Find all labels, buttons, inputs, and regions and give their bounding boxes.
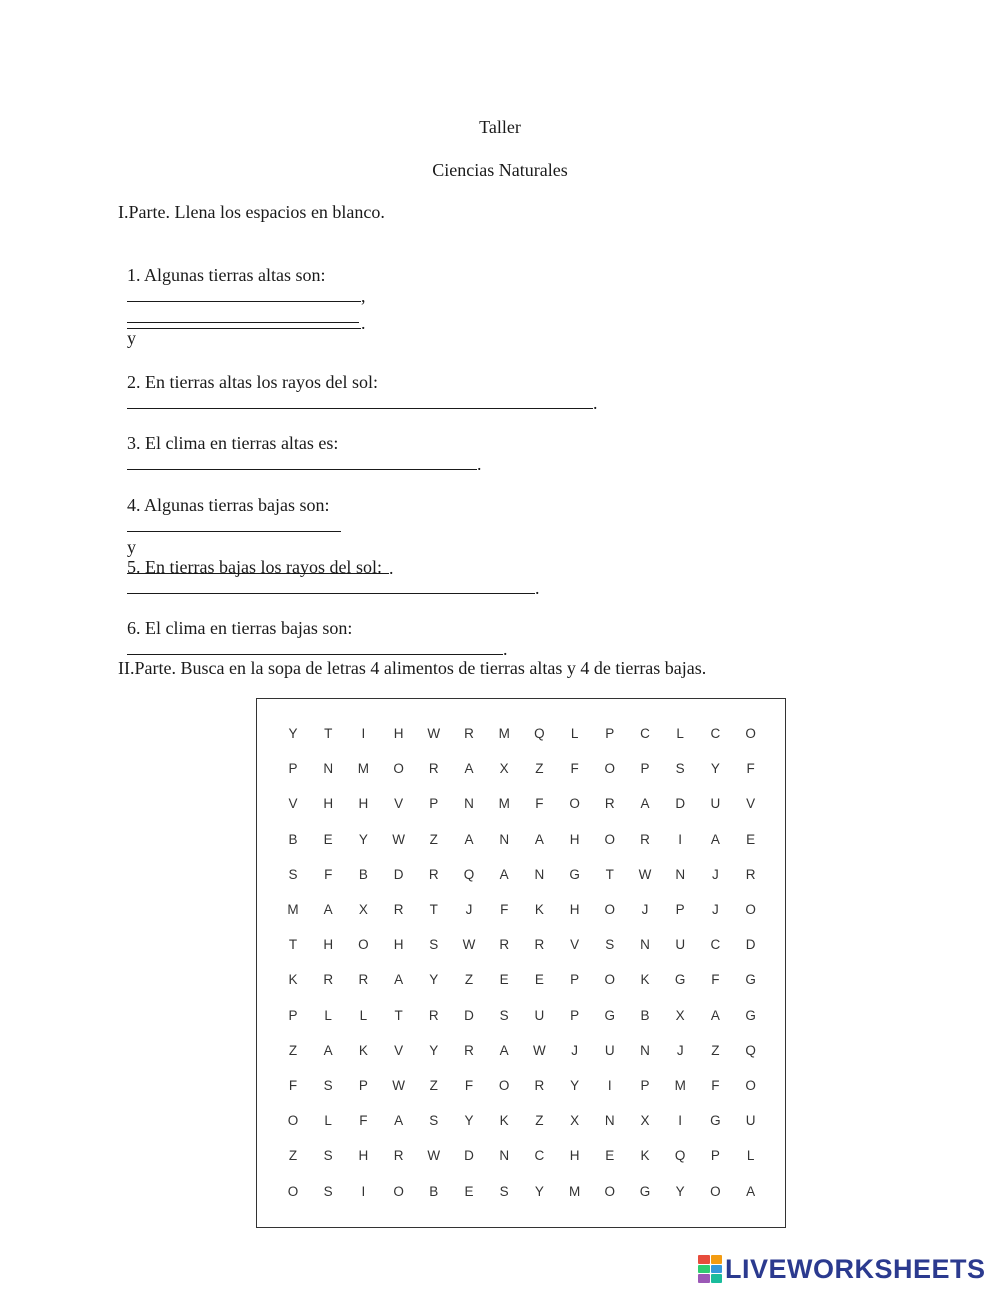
grid-letter[interactable]: G <box>745 1007 756 1023</box>
grid-letter[interactable]: Z <box>464 972 474 988</box>
grid-letter[interactable]: H <box>569 902 580 917</box>
grid-letter[interactable]: B <box>429 1183 439 1199</box>
grid-letter[interactable]: R <box>393 902 404 917</box>
grid-letter[interactable]: O <box>287 1183 299 1199</box>
grid-letter[interactable]: G <box>604 1007 616 1023</box>
grid-letter[interactable]: P <box>570 1007 580 1023</box>
grid-letter[interactable]: Y <box>288 726 298 741</box>
grid-letter[interactable]: O <box>569 796 580 812</box>
grid-letter[interactable]: I <box>678 831 683 847</box>
grid-letter[interactable]: U <box>745 1113 756 1129</box>
grid-letter[interactable]: S <box>429 1113 439 1129</box>
period: . <box>361 313 366 333</box>
grid-letter[interactable]: X <box>640 1113 650 1129</box>
grid-letter[interactable]: Q <box>463 866 475 882</box>
grid-letter[interactable]: X <box>358 902 368 917</box>
grid-letter[interactable]: U <box>604 1042 615 1058</box>
grid-letter[interactable]: G <box>745 972 756 988</box>
grid-letter[interactable]: V <box>394 1042 404 1058</box>
period: . <box>593 393 598 413</box>
grid-letter[interactable]: Y <box>358 831 368 847</box>
grid-letter[interactable]: O <box>393 1183 404 1199</box>
grid-letter[interactable]: Z <box>429 1078 438 1093</box>
question-5-text: 5. En tierras bajas los rayos del sol: <box>127 557 382 577</box>
grid-letter[interactable]: K <box>534 902 544 917</box>
grid-letter[interactable]: R <box>640 831 650 847</box>
grid-letter[interactable]: A <box>710 831 720 847</box>
grid-letter[interactable]: Y <box>429 1042 439 1058</box>
grid-letter[interactable]: L <box>676 726 684 741</box>
grid-letter[interactable]: Y <box>429 972 439 988</box>
grid-letter[interactable]: J <box>712 866 719 882</box>
grid-letter[interactable]: P <box>288 761 298 777</box>
grid-letter[interactable]: E <box>534 972 544 988</box>
grid-letter[interactable]: A <box>464 831 474 847</box>
grid-letter[interactable]: C <box>710 937 721 953</box>
grid-letter[interactable]: J <box>465 902 473 917</box>
grid-letter[interactable]: K <box>640 972 650 988</box>
grid-letter[interactable]: X <box>499 761 509 777</box>
answer-3-blank[interactable] <box>127 455 477 470</box>
grid-letter[interactable]: E <box>323 831 333 847</box>
grid-letter[interactable]: P <box>675 902 685 917</box>
grid-letter[interactable]: N <box>604 1113 615 1129</box>
grid-letter[interactable]: U <box>710 796 721 812</box>
question-5 <box>118 536 540 599</box>
grid-letter[interactable]: O <box>745 902 756 917</box>
grid-letter[interactable]: A <box>640 796 650 812</box>
grid-letter[interactable]: K <box>499 1113 509 1129</box>
grid-letter[interactable]: H <box>358 1148 369 1164</box>
grid-letter[interactable]: U <box>534 1007 545 1023</box>
grid-letter[interactable]: D <box>393 866 404 882</box>
grid-letter[interactable]: F <box>464 1078 474 1093</box>
page-subtitle: Ciencias Naturales <box>432 160 568 180</box>
grid-letter[interactable]: S <box>323 1078 333 1093</box>
grid-letter[interactable]: O <box>358 937 369 953</box>
grid-letter[interactable]: J <box>676 1042 684 1058</box>
grid-letter[interactable]: M <box>498 726 510 741</box>
grid-letter[interactable]: W <box>427 1148 441 1164</box>
logo-badge-icon <box>698 1255 722 1283</box>
question-2 <box>118 351 598 414</box>
grid-letter[interactable]: S <box>499 1183 509 1199</box>
grid-letter[interactable]: D <box>745 937 756 953</box>
grid-letter[interactable]: P <box>288 1007 298 1023</box>
grid-letter[interactable]: B <box>358 866 368 882</box>
grid-letter[interactable]: F <box>288 1078 298 1093</box>
grid-letter[interactable]: R <box>393 1148 404 1164</box>
grid-letter[interactable]: H <box>393 726 404 741</box>
grid-letter[interactable]: X <box>675 1007 685 1023</box>
logo-badge-square <box>698 1274 710 1283</box>
grid-letter[interactable]: F <box>359 1113 368 1129</box>
grid-letter[interactable]: P <box>429 796 439 812</box>
grid-letter[interactable]: R <box>428 761 439 777</box>
grid-letter[interactable]: F <box>711 972 720 988</box>
grid-letter[interactable]: V <box>570 937 580 953</box>
grid-letter[interactable]: T <box>605 866 614 882</box>
grid-letter[interactable]: I <box>361 726 366 741</box>
grid-letter[interactable]: Z <box>288 1042 298 1058</box>
grid-letter[interactable]: M <box>287 902 299 917</box>
question-6 <box>118 597 508 660</box>
logo-badge-square <box>711 1255 723 1264</box>
grid-letter[interactable]: Y <box>710 761 720 777</box>
grid-letter[interactable]: H <box>569 1148 580 1164</box>
grid-letter[interactable]: K <box>358 1042 368 1058</box>
grid-letter[interactable]: M <box>568 1183 581 1199</box>
grid-letter[interactable]: R <box>499 937 510 953</box>
liveworksheets-logo <box>698 1254 986 1284</box>
question-3-text: 3. El clima en tierras altas es: <box>127 433 339 453</box>
grid-letter[interactable]: P <box>640 1078 650 1093</box>
grid-letter[interactable]: N <box>464 796 474 812</box>
grid-letter[interactable]: D <box>675 796 686 812</box>
grid-letter[interactable]: A <box>534 831 544 847</box>
grid-letter[interactable]: H <box>323 796 334 812</box>
conjunction-y: y <box>127 537 136 557</box>
grid-letter[interactable]: P <box>570 972 580 988</box>
conjunction-y: y <box>127 328 136 348</box>
grid-letter[interactable]: W <box>462 937 476 953</box>
grid-letter[interactable]: K <box>640 1148 650 1164</box>
grid-letter[interactable]: G <box>674 972 686 988</box>
part2-instruction: II.Parte. Busca en la sopa de letras 4 alimentos de tierras altas y 4 de tierras bajas. <box>118 658 707 678</box>
grid-letter[interactable]: Q <box>534 726 545 741</box>
period: . <box>389 558 394 578</box>
grid-letter[interactable]: O <box>393 761 404 777</box>
grid-letter[interactable]: R <box>534 937 545 953</box>
grid-letter[interactable]: W <box>533 1042 546 1058</box>
grid-letter[interactable]: S <box>323 1148 333 1164</box>
grid-letter[interactable]: R <box>464 726 474 741</box>
grid-letter[interactable]: A <box>323 902 333 917</box>
grid-letter[interactable]: C <box>534 1148 545 1164</box>
grid-letter[interactable]: N <box>323 761 334 777</box>
grid-letter[interactable]: Z <box>535 1113 544 1129</box>
grid-letter[interactable]: I <box>678 1113 683 1129</box>
grid-letter[interactable]: X <box>570 1113 580 1129</box>
grid-letter[interactable]: L <box>746 1148 755 1164</box>
grid-letter[interactable]: P <box>640 761 650 777</box>
grid-letter[interactable]: T <box>429 902 438 917</box>
grid-letter[interactable]: B <box>288 831 298 847</box>
grid-letter[interactable]: N <box>499 831 510 847</box>
grid-letter[interactable]: R <box>428 1007 439 1023</box>
logo-badge-square <box>698 1265 710 1274</box>
grid-letter[interactable]: L <box>359 1007 368 1023</box>
grid-letter[interactable]: E <box>464 1183 474 1199</box>
grid-letter[interactable]: F <box>324 866 333 882</box>
grid-letter[interactable]: Z <box>711 1042 720 1058</box>
answer-4a-blank[interactable] <box>127 517 341 532</box>
grid-letter[interactable]: U <box>675 937 686 953</box>
grid-letter[interactable]: A <box>394 972 404 988</box>
grid-letter[interactable]: P <box>710 1148 720 1164</box>
grid-letter[interactable]: H <box>569 831 580 847</box>
grid-letter[interactable]: S <box>429 937 439 953</box>
period: . <box>503 639 508 659</box>
grid-letter[interactable]: S <box>499 1007 509 1023</box>
grid-letter[interactable]: R <box>745 866 756 882</box>
grid-letter[interactable]: L <box>324 1007 332 1023</box>
grid-letter[interactable]: E <box>746 831 756 847</box>
question-1-continued <box>118 292 366 334</box>
answer-1c-blank[interactable] <box>127 314 361 329</box>
grid-letter[interactable]: H <box>358 796 369 812</box>
grid-letter[interactable]: V <box>288 796 298 812</box>
grid-letter[interactable]: E <box>605 1148 615 1164</box>
grid-letter[interactable]: O <box>604 831 616 847</box>
answer-5-blank[interactable] <box>127 579 535 594</box>
period: . <box>477 454 482 474</box>
grid-letter[interactable]: N <box>534 866 545 882</box>
grid-letter[interactable]: R <box>358 972 369 988</box>
grid-letter[interactable]: H <box>393 937 404 953</box>
grid-letter[interactable]: N <box>640 937 650 953</box>
grid-letter[interactable]: I <box>607 1078 612 1093</box>
grid-letter[interactable]: O <box>604 1183 616 1199</box>
grid-letter[interactable]: A <box>746 1183 756 1199</box>
grid-letter[interactable]: W <box>392 831 405 847</box>
grid-letter[interactable]: F <box>711 1078 720 1093</box>
grid-letter[interactable]: J <box>571 1042 578 1058</box>
grid-letter[interactable]: V <box>394 796 404 812</box>
grid-letter[interactable]: Q <box>745 1042 756 1058</box>
grid-letter[interactable]: T <box>394 1007 403 1023</box>
word-search-grid <box>256 698 786 1228</box>
grid-letter[interactable]: Y <box>570 1078 580 1093</box>
grid-letter[interactable]: R <box>464 1042 474 1058</box>
grid-letter[interactable]: D <box>464 1148 474 1164</box>
grid-letter[interactable]: F <box>535 796 544 812</box>
period: . <box>535 578 540 598</box>
grid-letter[interactable]: S <box>323 1183 333 1199</box>
grid-letter[interactable]: C <box>640 726 650 741</box>
grid-letter[interactable]: P <box>358 1078 368 1093</box>
grid-letter[interactable]: G <box>710 1113 721 1129</box>
grid-letter[interactable]: H <box>323 937 334 953</box>
grid-letter[interactable]: A <box>710 1007 720 1023</box>
grid-letter[interactable]: R <box>323 972 334 988</box>
grid-letter[interactable]: A <box>499 1042 509 1058</box>
question-4-text: 4. Algunas tierras bajas son: <box>127 495 330 515</box>
grid-letter[interactable]: R <box>604 796 615 812</box>
grid-letter[interactable]: V <box>746 796 756 812</box>
grid-letter[interactable]: J <box>712 902 719 917</box>
grid-letter[interactable]: A <box>394 1113 404 1129</box>
comma: , <box>361 286 366 306</box>
grid-letter[interactable]: I <box>361 1183 366 1199</box>
grid-letter[interactable]: G <box>569 866 580 882</box>
grid-letter[interactable]: A <box>464 761 474 777</box>
grid-letter[interactable]: L <box>570 726 579 741</box>
grid-letter[interactable]: O <box>604 902 616 917</box>
grid-letter[interactable]: Y <box>464 1113 474 1129</box>
part1-instruction: I.Parte. Llena los espacios en blanco. <box>118 202 385 222</box>
grid-letter[interactable]: T <box>324 726 333 741</box>
grid-letter[interactable]: W <box>427 726 441 741</box>
grid-letter[interactable]: S <box>605 937 615 953</box>
grid-letter[interactable]: Z <box>535 761 544 777</box>
grid-letter[interactable]: R <box>428 866 439 882</box>
grid-letter[interactable]: N <box>640 1042 650 1058</box>
grid-letter[interactable]: E <box>499 972 509 988</box>
grid-letter[interactable]: B <box>640 1007 650 1023</box>
answer-6-blank[interactable] <box>127 640 503 655</box>
grid-letter[interactable]: M <box>498 796 510 812</box>
grid-letter[interactable]: J <box>641 902 649 917</box>
grid-letter[interactable]: Y <box>675 1183 685 1199</box>
grid-letter[interactable]: P <box>605 726 615 741</box>
grid-letter[interactable]: W <box>638 866 652 882</box>
grid-letter[interactable]: W <box>392 1078 405 1093</box>
grid-letter[interactable]: M <box>674 1078 686 1093</box>
grid-letter[interactable]: O <box>745 1078 756 1093</box>
grid-letter[interactable]: Z <box>429 831 438 847</box>
grid-letter[interactable]: G <box>639 1183 651 1199</box>
grid-letter[interactable]: F <box>500 902 509 917</box>
grid-letter[interactable]: R <box>534 1078 545 1093</box>
grid-letter[interactable]: N <box>675 866 686 882</box>
logo-badge-square <box>711 1274 723 1283</box>
grid-letter[interactable]: S <box>675 761 685 777</box>
question-3 <box>118 412 482 475</box>
grid-letter[interactable]: O <box>498 1078 510 1093</box>
grid-letter[interactable]: T <box>288 937 298 953</box>
grid-letter[interactable]: O <box>745 726 756 741</box>
grid-letter[interactable]: D <box>464 1007 474 1023</box>
grid-letter[interactable]: Q <box>674 1148 686 1164</box>
grid-letter[interactable]: O <box>604 761 616 777</box>
grid-letter[interactable]: F <box>570 761 579 777</box>
grid-letter[interactable]: O <box>604 972 616 988</box>
grid-letter[interactable]: Y <box>534 1183 544 1199</box>
question-2-text: 2. En tierras altas los rayos del sol: <box>127 372 378 392</box>
grid-letter[interactable]: F <box>746 761 755 777</box>
grid-letter[interactable]: K <box>288 972 298 988</box>
grid-letter[interactable]: L <box>324 1113 332 1129</box>
logo-badge-square <box>711 1265 723 1274</box>
grid-letter[interactable]: N <box>499 1148 510 1164</box>
grid-letter[interactable]: A <box>499 866 509 882</box>
logo-text: LIVEWORKSHEETS <box>725 1253 986 1284</box>
question-6-text: 6. El clima en tierras bajas son: <box>127 618 353 638</box>
grid-letter[interactable]: O <box>287 1113 299 1129</box>
grid-letter[interactable]: Z <box>288 1148 298 1164</box>
answer-2-blank[interactable] <box>127 394 593 409</box>
grid-letter[interactable]: C <box>710 726 721 741</box>
grid-letter[interactable]: S <box>288 866 298 882</box>
page-title: Taller <box>479 117 521 137</box>
grid-letter[interactable]: M <box>357 761 370 777</box>
grid-letter[interactable]: O <box>710 1183 721 1199</box>
question-1-text: 1. Algunas tierras altas son: <box>127 265 326 285</box>
grid-letter[interactable]: A <box>323 1042 333 1058</box>
logo-badge-square <box>698 1255 710 1264</box>
